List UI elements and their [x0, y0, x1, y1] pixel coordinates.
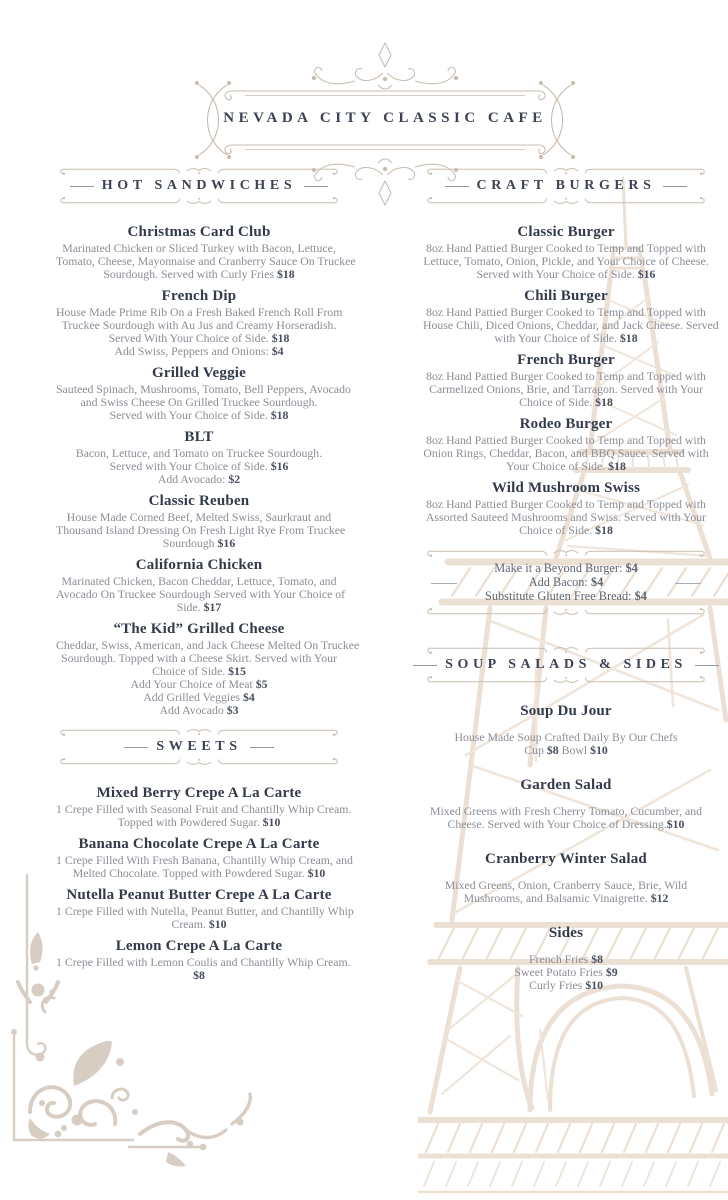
- section-header: [423, 163, 709, 209]
- side-dash: [675, 583, 701, 584]
- price: $9: [605, 965, 618, 979]
- price: $5: [255, 677, 268, 691]
- item-description: [423, 805, 709, 831]
- menu-item: [56, 365, 351, 422]
- item-description: [423, 305, 719, 345]
- description-line: Sourdough. Served with Curly Fries $18: [103, 267, 295, 281]
- description-line: Served with Your Choice of Side. $18: [109, 408, 289, 422]
- section-title: CRAFT BURGERS: [476, 178, 656, 193]
- section-header: [56, 163, 342, 209]
- item-name: Mixed Berry Crepe A La Carte: [96, 785, 302, 801]
- description-line: Cup $8 Bowl $10: [524, 743, 608, 757]
- description-line: Add Avocado: $2: [157, 472, 241, 486]
- item-description: [423, 242, 709, 281]
- price: $16: [217, 536, 236, 550]
- price: $10: [666, 817, 685, 831]
- menu-item: [56, 493, 346, 550]
- left-column: [56, 163, 360, 989]
- description-line: Sweet Potato Fries $9: [514, 965, 618, 979]
- ornamental-divider: [424, 163, 708, 176]
- description-line: Mixed Greens with Fresh Cherry Tomato, Cucumber, and: [429, 804, 703, 818]
- menu-item: [423, 703, 709, 757]
- price: $4: [590, 575, 604, 589]
- item-name: Rodeo Burger: [519, 416, 613, 432]
- description-line: 8oz Hand Pattied Burger Cooked to Temp and Topped with: [426, 497, 706, 511]
- item-name: Christmas Card Club: [127, 224, 271, 240]
- item-name: California Chicken: [135, 557, 263, 573]
- ornamental-divider: [57, 196, 341, 209]
- price: $10: [262, 815, 281, 829]
- addon-lines: [423, 558, 709, 607]
- price: $8: [591, 952, 604, 966]
- item-name: Lemon Crepe A La Carte: [115, 938, 283, 954]
- item-name: French Dip: [161, 288, 237, 304]
- menu-item: [423, 777, 709, 831]
- description-line: Sourdough. Topped with a Cheese Skirt. Served with Your: [61, 651, 337, 665]
- item-description: [56, 802, 352, 829]
- description-line: Side. $17: [176, 600, 222, 614]
- menu-item: [423, 416, 709, 473]
- menu-item: [56, 887, 354, 931]
- section-items: [423, 224, 719, 537]
- item-description: [56, 306, 342, 358]
- ornamental-divider: [57, 757, 341, 770]
- title-dash: [413, 665, 437, 666]
- description-line: Topped with Powdered Sugar. $10: [117, 815, 281, 829]
- item-description: [56, 510, 346, 550]
- description-line: Avocado On Truckee Sourdough Served with Your Choice of: [56, 587, 346, 601]
- item-description: [423, 731, 709, 757]
- description-line: Bacon, Lettuce, and Tomato on Truckee Sourdough.: [75, 446, 323, 460]
- menu-item: [423, 480, 709, 537]
- description-line: Add Grilled Veggies $4: [143, 690, 255, 704]
- menu-item: [56, 621, 360, 717]
- price: $8: [193, 968, 205, 982]
- title-dash: [70, 186, 94, 187]
- item-name: Nutella Peanut Butter Crepe A La Carte: [66, 887, 332, 903]
- section-items: [423, 703, 709, 992]
- section-title-row: [423, 176, 709, 196]
- menu-item: [423, 224, 709, 281]
- addon-line: Substitute Gluten Free Bread: $4: [485, 589, 647, 603]
- section-items: [56, 785, 354, 982]
- description-line: 1 Crepe Filled with Seasonal Fruit and Chantilly Whip Cream.: [56, 802, 352, 816]
- description-line: Sourdough $16: [162, 536, 236, 550]
- description-line: Sauteed Spinach, Mushrooms, Tomato, Bell Peppers, Avocado: [56, 382, 351, 396]
- title-dash: [445, 186, 469, 187]
- description-line: French Fries $8: [528, 952, 604, 966]
- addon-line: Make it a Beyond Burger: $4: [494, 561, 638, 575]
- description-line: Choice of Side. $18: [519, 523, 613, 537]
- price: $18: [595, 523, 613, 537]
- section-title-row: [423, 655, 709, 675]
- price: $18: [608, 459, 626, 473]
- description-line: 8oz Hand Pattied Burger Cooked to Temp and Topped with: [426, 433, 706, 447]
- item-name: Chili Burger: [524, 288, 608, 304]
- section-title-row: [56, 176, 342, 196]
- description-line: Served with Your Choice of Side. $16: [476, 267, 656, 281]
- description-line: 1 Crepe Filled with Lemon Coulis and Chantilly Whip Cream.: [56, 955, 351, 969]
- price: $18: [619, 331, 638, 345]
- item-description: [56, 382, 351, 422]
- section-header: [56, 724, 342, 770]
- description-line: Choice of Side. $18: [519, 395, 613, 409]
- description-line: House Made Soup Crafted Daily By Our Chefs: [454, 730, 678, 744]
- description-line: Served With Your Choice of Side. $18: [108, 331, 290, 345]
- menu-item: [56, 557, 346, 614]
- item-name: Garden Salad: [520, 777, 612, 793]
- burger-addons-box: [423, 545, 709, 620]
- description-line: Melted Chocolate. Topped with Powdered Sugar. $10: [72, 866, 326, 880]
- description-line: Cream. $10: [171, 917, 227, 931]
- item-name: Banana Chocolate Crepe A La Carte: [78, 836, 320, 852]
- title-dash: [250, 747, 274, 748]
- title-dash: [695, 665, 719, 666]
- description-line: Onion Rings, Cheddar, Bacon, and BBQ Sauce. Served with: [423, 446, 709, 460]
- price: $4: [242, 690, 255, 704]
- description-line: Mushrooms, and Balsamic Vinaigrette. $12: [463, 891, 669, 905]
- description-line: Tomato, Cheese, Mayonnaise and Cranberry Sauce On Truckee: [56, 254, 356, 268]
- menu-item: [423, 288, 719, 345]
- description-line: Marinated Chicken, Bacon Cheddar, Lettuce, Tomato, and: [61, 574, 337, 588]
- description-line: Choice of Side. $15: [152, 664, 246, 678]
- item-description: [423, 879, 709, 905]
- description-line: House Chili, Diced Onions, Cheddar, and Jack Cheese. Served: [423, 318, 719, 332]
- item-name: “The Kid” Grilled Cheese: [113, 621, 285, 637]
- menu-item: [56, 836, 353, 880]
- description-line: Cheese. Served with Your Choice of Dressing.$10: [447, 817, 685, 831]
- item-description: [56, 853, 353, 880]
- description-line: Your Choice of Side. $18: [506, 459, 626, 473]
- item-name: Soup Du Jour: [520, 703, 612, 719]
- price: $10: [208, 917, 227, 931]
- menu-item: [423, 352, 709, 409]
- item-name: Grilled Veggie: [151, 365, 247, 381]
- item-description: [423, 953, 709, 992]
- side-dash: [431, 583, 457, 584]
- crown-top: [312, 43, 457, 89]
- restaurant-name: NEVADA CITY CLASSIC CAFE: [223, 110, 547, 126]
- section-header: [423, 642, 709, 688]
- description-line: Add Avocado $3: [159, 703, 239, 717]
- item-description: [56, 241, 356, 281]
- item-description: [56, 447, 342, 486]
- description-line: Assorted Sauteed Mushrooms and Swiss. Served with Your: [425, 510, 707, 524]
- item-name: French Burger: [517, 352, 615, 368]
- item-description: [423, 370, 709, 409]
- title-dash: [663, 186, 687, 187]
- menu-item: [56, 938, 351, 982]
- item-description: [56, 574, 346, 614]
- description-line: 8oz Hand Pattied Burger Cooked to Temp and Topped with: [426, 369, 706, 383]
- description-line: 8oz Hand Pattied Burger Cooked to Temp and Topped with: [426, 241, 706, 255]
- price: $4: [625, 561, 638, 575]
- price: $2: [228, 472, 241, 486]
- price: $3: [226, 703, 239, 717]
- price: $15: [228, 664, 246, 678]
- price: $16: [270, 459, 289, 473]
- item-name: Classic Burger: [517, 224, 615, 240]
- description-line: Served with Your Choice of Side. $16: [109, 459, 289, 473]
- section-title: SOUP SALADS & SIDES: [445, 657, 687, 672]
- price: $10: [590, 743, 608, 757]
- right-column: [423, 163, 719, 1012]
- item-description: [56, 638, 360, 717]
- price: $18: [271, 331, 290, 345]
- item-name: Classic Reuben: [148, 493, 250, 509]
- ornamental-divider: [424, 545, 708, 558]
- menu-item: [56, 224, 356, 281]
- description-line: 1 Crepe Filled With Fresh Banana, Chantilly Whip Cream, and: [56, 853, 353, 867]
- ornamental-divider: [424, 607, 708, 620]
- title-dash: [124, 747, 148, 748]
- description-line: 8oz Hand Pattied Burger Cooked to Temp and Topped with: [426, 305, 706, 319]
- description-line: House Made Corned Beef, Melted Swiss, Saurkraut and: [66, 510, 332, 524]
- ornamental-divider: [57, 163, 341, 176]
- price: $10: [585, 978, 604, 992]
- item-name: Cranberry Winter Salad: [485, 851, 647, 867]
- item-name: Wild Mushroom Swiss: [491, 480, 641, 496]
- item-description: [423, 498, 709, 537]
- description-line: and Swiss Cheese On Grilled Truckee Sourdough.: [80, 395, 318, 409]
- price: $16: [637, 267, 656, 281]
- section-items: [56, 224, 360, 717]
- menu-item: [56, 785, 352, 829]
- item-description: [56, 904, 354, 931]
- description-line: [56, 969, 342, 982]
- title-dash: [304, 186, 328, 187]
- price: $8: [546, 743, 559, 757]
- price: $18: [270, 408, 289, 422]
- menu-item: [423, 925, 709, 992]
- addon-line: Add Bacon: $4: [528, 575, 604, 589]
- ornamental-divider: [424, 196, 708, 209]
- item-name: BLT: [184, 429, 214, 445]
- description-line: Mixed Greens, Onion, Cranberry Sauce, Brie, Wild: [444, 878, 688, 892]
- item-description: [56, 955, 351, 982]
- item-description: [423, 434, 709, 473]
- description-line: Cheddar, Swiss, American, and Jack Cheese Melted On Truckee: [56, 638, 360, 652]
- item-name: Sides: [548, 925, 584, 941]
- description-line: Truckee Sourdough with Au Jus and Creamy Horseradish.: [61, 318, 337, 332]
- description-line: with Your Choice of Side. $18: [494, 331, 638, 345]
- price: $18: [276, 267, 295, 281]
- section-title-row: [56, 737, 342, 757]
- description-line: Marinated Chicken or Sliced Turkey with Bacon, Lettuce,: [62, 241, 336, 255]
- description-line: Curly Fries $10: [528, 978, 604, 992]
- description-line: 1 Crepe Filled with Nutella, Peanut Butter, and Chantilly Whip: [56, 904, 354, 918]
- description-line: Add Your Choice of Meat $5: [130, 677, 268, 691]
- menu-item: [56, 288, 342, 358]
- price: $17: [203, 600, 222, 614]
- section-title: HOT SANDWICHES: [101, 178, 297, 193]
- ornamental-divider: [57, 724, 341, 737]
- price: $18: [595, 395, 613, 409]
- menu-item: [56, 429, 342, 486]
- price: $4: [271, 344, 284, 358]
- menu-item: [423, 851, 709, 905]
- description-line: House Made Prime Rib On a Fresh Baked French Roll From: [56, 305, 343, 319]
- ornamental-divider: [424, 675, 708, 688]
- section-title: SWEETS: [156, 739, 242, 754]
- price: $4: [634, 589, 647, 603]
- price: $12: [650, 891, 669, 905]
- description-line: Lettuce, Tomato, Onion, Pickle, and Your Choice of Cheese.: [423, 254, 709, 268]
- price: $10: [307, 866, 326, 880]
- description-line: Thousand Island Dressing On Fresh Light Rye From Truckee: [56, 523, 346, 537]
- ornamental-divider: [424, 642, 708, 655]
- description-line: Carmelized Onions, Brie, and Tarragon. Served with Your: [429, 382, 703, 396]
- description-line: Add Swiss, Peppers and Onions: $4: [114, 344, 284, 358]
